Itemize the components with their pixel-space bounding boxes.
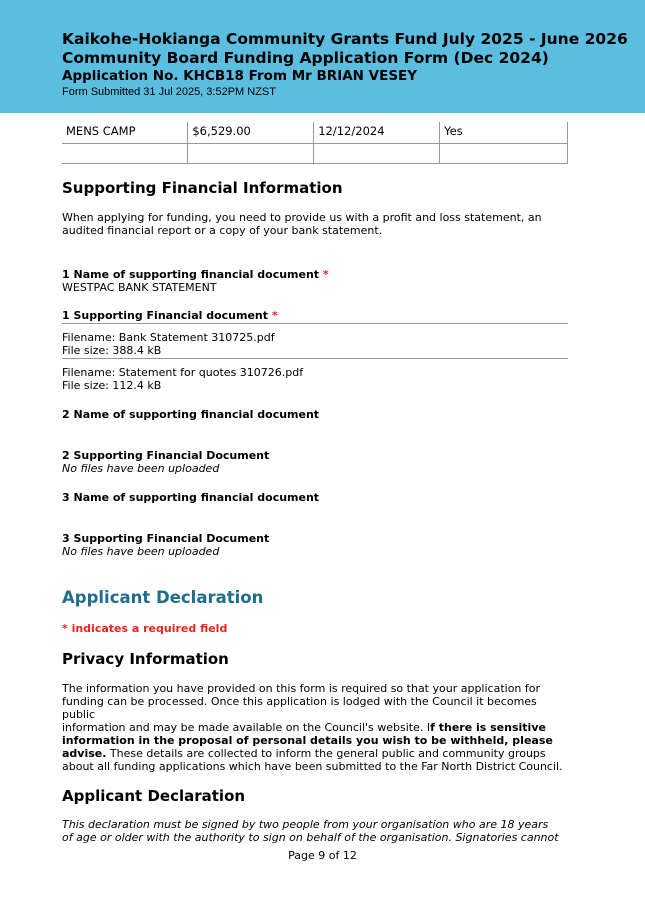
required-field-note: * indicates a required field — [62, 621, 228, 635]
privacy-emphasis: f there is sensitive — [430, 720, 546, 734]
declaration-line: This declaration must be signed by two people from your organisation who are 18 years — [62, 817, 549, 831]
privacy-text: information and may be made available on the Council's website. I — [62, 720, 431, 734]
table-cell — [188, 143, 314, 163]
declaration-line: of age or older with the authority to sign on behalf of the organisation. Signatories cannot — [62, 830, 559, 844]
declaration-paragraph — [62, 818, 568, 844]
supporting-financial-intro — [62, 211, 568, 237]
table-cell: $6,529.00 — [188, 122, 314, 143]
privacy-line — [62, 721, 568, 734]
table-cell: Yes — [440, 122, 568, 143]
field-doc2-name — [62, 408, 568, 421]
field-doc3-name — [62, 491, 568, 504]
file-entry — [62, 324, 568, 357]
section-heading-supporting-financial: Supporting Financial Information — [62, 178, 343, 197]
privacy-line — [62, 734, 568, 747]
table-cell — [440, 143, 568, 163]
table-cell: MENS CAMP — [62, 122, 188, 143]
file-size: File size: 112.4 kB — [62, 378, 162, 392]
privacy-emphasis: advise. — [62, 746, 107, 760]
field-value: WESTPAC BANK STATEMENT — [62, 280, 217, 294]
privacy-line: The information you have provided on this form is required so that your application for — [62, 681, 541, 695]
field-doc3-files — [62, 532, 568, 558]
section-heading-applicant-declaration-sub: Applicant Declaration — [62, 786, 246, 805]
privacy-line: funding can be processed. Once this application is lodged with the Council it becomes public — [62, 694, 537, 721]
intro-line: audited financial report or a copy of your bank statement. — [62, 223, 383, 237]
submitted-timestamp: Form Submitted 31 Jul 2025, 3:52PM NZST — [62, 86, 276, 98]
file-name[interactable]: Filename: Bank Statement 310725.pdf — [62, 330, 275, 344]
section-heading-applicant-declaration: Applicant Declaration — [62, 587, 264, 607]
privacy-line: about all funding applications which have been submitted to the Far North District Council. — [62, 759, 563, 773]
file-entry — [62, 359, 568, 392]
required-marker: * — [271, 308, 278, 322]
required-marker: * — [322, 267, 329, 281]
field-label: 2 Supporting Financial Document — [62, 448, 270, 462]
field-label: 3 Supporting Financial Document — [62, 531, 270, 545]
field-label: 3 Name of supporting financial document — [62, 490, 320, 504]
label-text: 1 Name of supporting financial document — [62, 267, 320, 281]
field-doc1-name — [62, 268, 568, 294]
field-doc2-files — [62, 449, 568, 475]
privacy-emphasis: information in the proposal of personal details you wish to be withheld, please — [62, 733, 553, 747]
field-value: No files have been uploaded — [62, 461, 220, 475]
table-cell — [62, 143, 188, 163]
privacy-paragraph — [62, 682, 568, 773]
privacy-text: These details are collected to inform the general public and community groups — [106, 746, 546, 760]
section-heading-privacy: Privacy Information — [62, 649, 229, 668]
label-text: 1 Supporting Financial document — [62, 308, 269, 322]
table-cell — [314, 143, 440, 163]
page-content — [62, 122, 568, 844]
form-title-line1: Kaikohe-Hokianga Community Grants Fund July 2025 - June 2026 — [62, 30, 628, 48]
table-row — [62, 122, 568, 143]
field-value: No files have been uploaded — [62, 544, 220, 558]
table-row — [62, 143, 568, 163]
field-label — [62, 309, 568, 322]
table-cell: 12/12/2024 — [314, 122, 440, 143]
intro-line: When applying for funding, you need to provide us with a profit and loss statement, an — [62, 210, 542, 224]
file-name[interactable]: Filename: Statement for quotes 310726.pdf — [62, 365, 304, 379]
field-label: 2 Name of supporting financial document — [62, 407, 320, 421]
form-title-line2: Community Board Funding Application Form (Dec 2024) — [62, 49, 549, 67]
application-number: Application No. KHCB18 From Mr BRIAN VESEY — [62, 68, 418, 84]
field-doc1-files — [62, 309, 568, 392]
budget-table — [62, 122, 568, 164]
field-label — [62, 268, 568, 281]
form-header — [0, 0, 645, 113]
file-size: File size: 388.4 kB — [62, 343, 162, 357]
privacy-line — [62, 747, 568, 760]
page-number: Page 9 of 12 — [288, 849, 357, 862]
